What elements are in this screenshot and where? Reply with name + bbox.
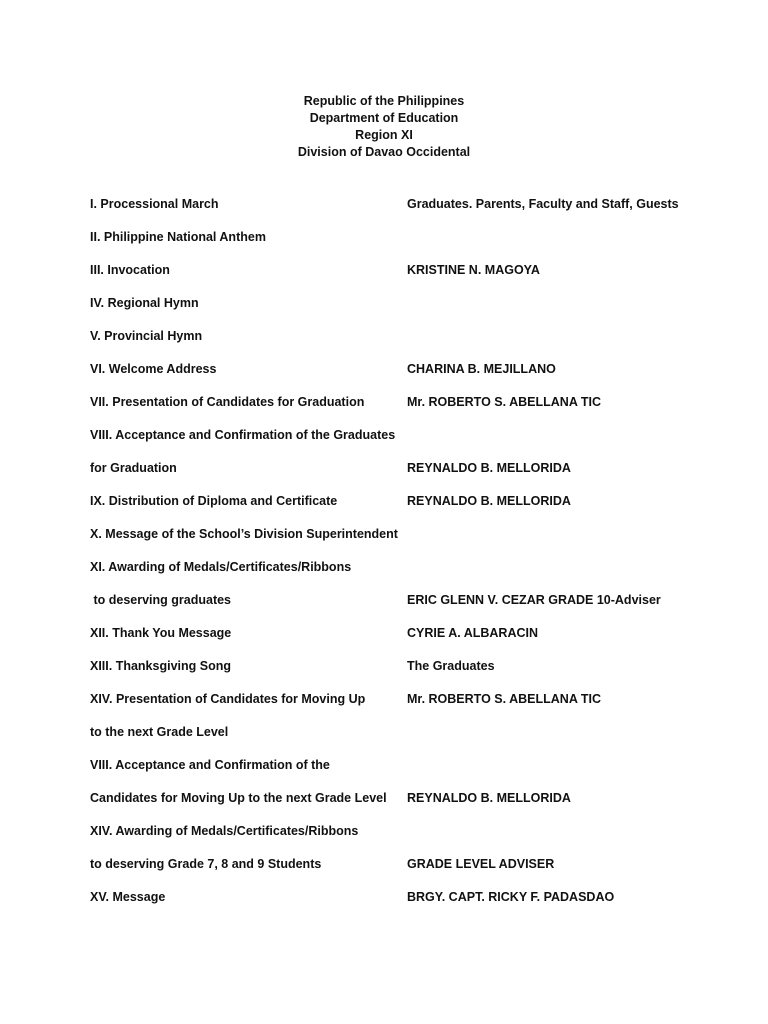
program-row: [90, 889, 710, 922]
program-item: XII. Thank You Message: [90, 626, 232, 640]
program-person: The Graduates: [407, 659, 495, 673]
program-person: REYNALDO B. MELLORIDA: [407, 494, 571, 508]
program-person: REYNALDO B. MELLORIDA: [407, 791, 571, 805]
program-row: [90, 394, 710, 427]
program-row: [90, 856, 710, 889]
program-row: [90, 757, 710, 790]
program-row: [90, 592, 710, 625]
program-person: CHARINA B. MEJILLANO: [407, 362, 556, 376]
header-republic: Republic of the Philippines: [303, 94, 465, 108]
program-row: [90, 658, 710, 691]
program-row: [90, 361, 710, 394]
program-item: III. Invocation: [90, 263, 170, 277]
program-row: [90, 295, 710, 328]
program-person: REYNALDO B. MELLORIDA: [407, 461, 571, 475]
program-item: VIII. Acceptance and Confirmation of the Graduates: [90, 428, 396, 442]
program-row: [90, 625, 710, 658]
program-row: [90, 823, 710, 856]
program-item: to the next Grade Level: [90, 725, 229, 739]
header-region: Region XI: [355, 128, 413, 142]
program-item: X. Message of the School’s Division Superintendent: [90, 527, 398, 541]
program-row: [90, 328, 710, 361]
program-person: GRADE LEVEL ADVISER: [407, 857, 555, 871]
program-item: XIII. Thanksgiving Song: [90, 659, 231, 673]
program-person: BRGY. CAPT. RICKY F. PADASDAO: [407, 890, 615, 904]
program-person: CYRIE A. ALBARACIN: [407, 626, 539, 640]
program-person: ERIC GLENN V. CEZAR GRADE 10-Adviser: [407, 593, 661, 607]
program-row: [90, 526, 710, 559]
program-person: Mr. ROBERTO S. ABELLANA TIC: [407, 692, 601, 706]
program-item: IX. Distribution of Diploma and Certificate: [90, 494, 338, 508]
program-person: Mr. ROBERTO S. ABELLANA TIC: [407, 395, 601, 409]
program-person: KRISTINE N. MAGOYA: [407, 263, 540, 277]
program-item: for Graduation: [90, 461, 177, 475]
program-item: IV. Regional Hymn: [90, 296, 199, 310]
program-item: to deserving Grade 7, 8 and 9 Students: [90, 857, 322, 871]
program-item: V. Provincial Hymn: [90, 329, 203, 343]
program-item: VIII. Acceptance and Confirmation of the: [90, 758, 330, 772]
program-row: [90, 229, 710, 262]
program-list: [90, 196, 710, 922]
program-item: Candidates for Moving Up to the next Grade Level: [90, 791, 387, 805]
header-division: Division of Davao Occidental: [297, 145, 471, 159]
program-item: II. Philippine National Anthem: [90, 230, 266, 244]
program-row: [90, 559, 710, 592]
header-department: Department of Education: [309, 111, 459, 125]
program-person: Graduates. Parents, Faculty and Staff, Guests: [407, 197, 679, 211]
program-item: VII. Presentation of Candidates for Graduation: [90, 395, 365, 409]
program-row: [90, 691, 710, 724]
program-row: [90, 493, 710, 526]
program-item: I. Processional March: [90, 197, 219, 211]
program-row: [90, 196, 710, 229]
program-item: XIV. Awarding of Medals/Certificates/Ribbons: [90, 824, 359, 838]
program-item: XV. Message: [90, 890, 166, 904]
program-row: [90, 460, 710, 493]
program-row: [90, 262, 710, 295]
program-item: to deserving graduates: [90, 593, 232, 607]
program-item: VI. Welcome Address: [90, 362, 217, 376]
program-item: XI. Awarding of Medals/Certificates/Ribbons: [90, 560, 352, 574]
program-item: XIV. Presentation of Candidates for Moving Up: [90, 692, 366, 706]
document-header: [0, 93, 768, 161]
program-row: [90, 790, 710, 823]
program-row: [90, 427, 710, 460]
program-row: [90, 724, 710, 757]
